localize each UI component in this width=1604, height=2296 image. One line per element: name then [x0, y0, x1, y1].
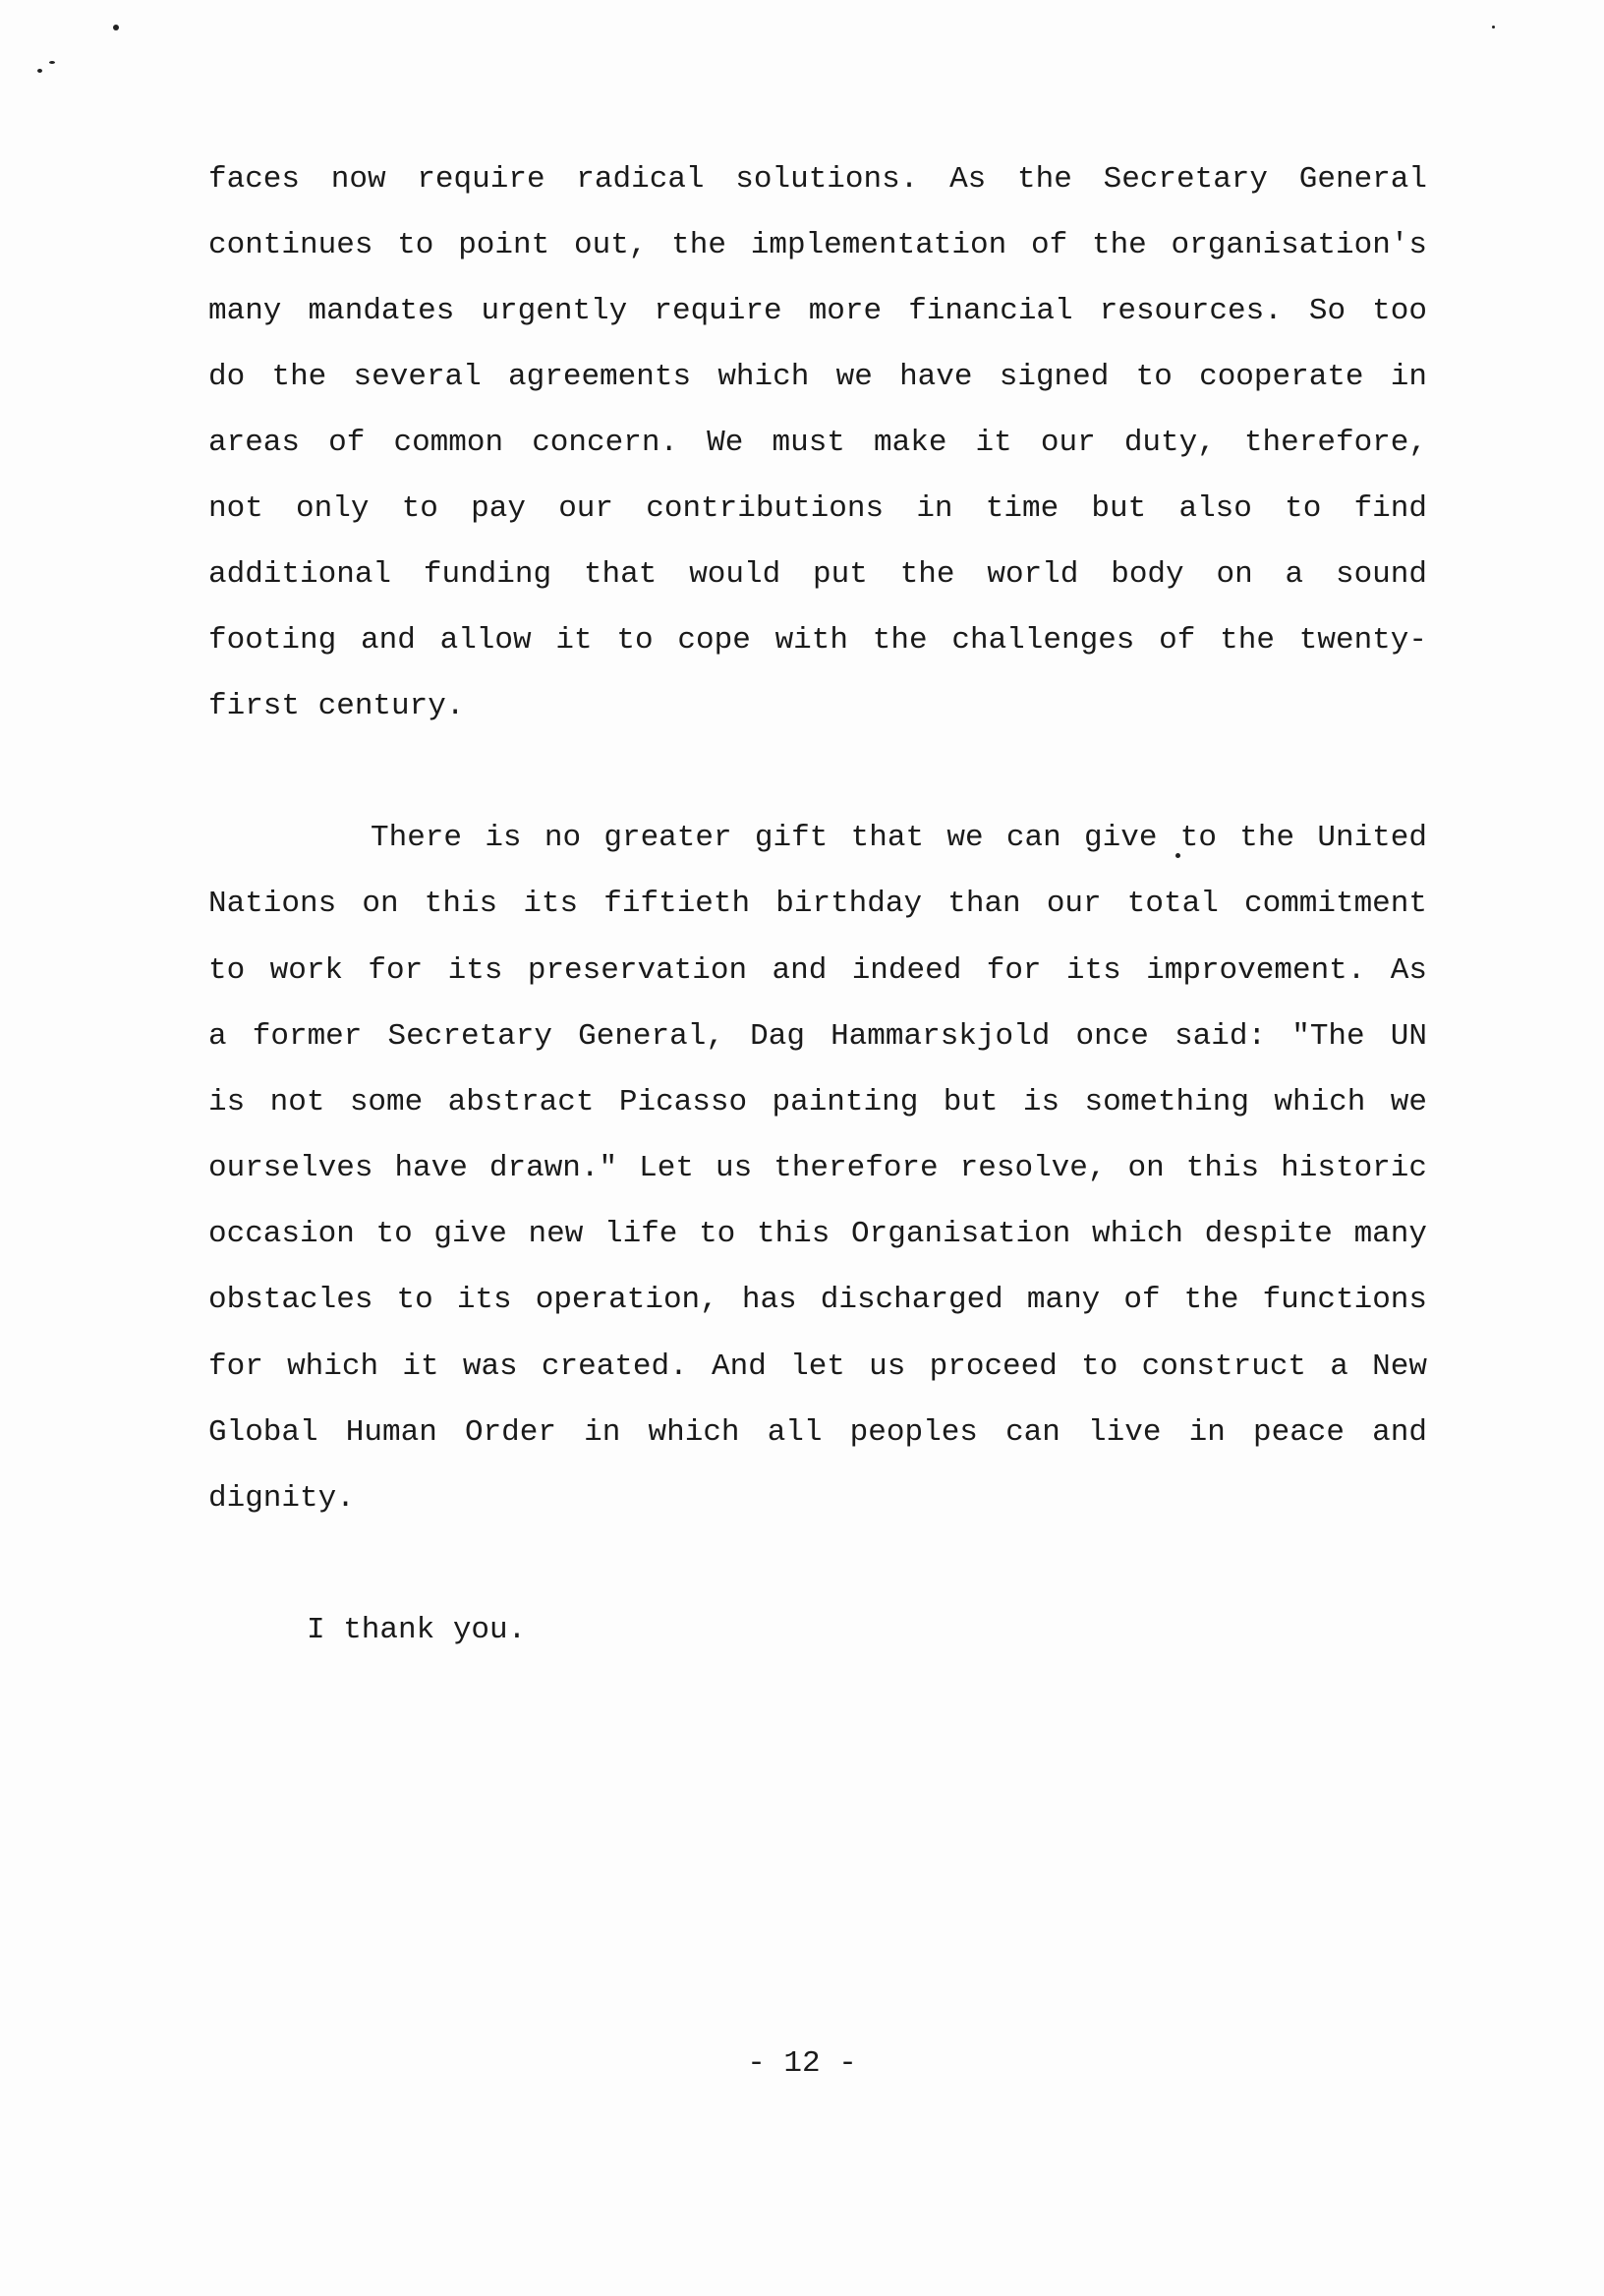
- text-line: dignity.: [208, 1481, 355, 1516]
- scan-speck: [37, 69, 42, 73]
- text-line: to work for its preservation and indeed for its improvement. As: [208, 953, 1427, 988]
- text-line: additional funding that would put the world body on a sound: [208, 557, 1427, 592]
- text-line: obstacles to its operation, has discharged many of the functions: [208, 1283, 1427, 1317]
- text-line: Global Human Order in which all peoples can live in peace and: [208, 1415, 1427, 1450]
- text-line: footing and allow it to cope with the challenges of the twenty-: [208, 623, 1427, 658]
- text-line: continues to point out, the implementation of the organisation's: [208, 228, 1427, 262]
- text-line: first century.: [208, 689, 465, 723]
- text-line: faces now require radical solutions. As the Secretary General: [208, 162, 1427, 197]
- text-line: a former Secretary General, Dag Hammarskjold once said: "The UN: [208, 1019, 1427, 1054]
- page-number: - 12 -: [747, 2046, 857, 2081]
- scan-speck: [49, 61, 55, 64]
- text-line: not only to pay our contributions in time but also to find: [208, 491, 1427, 526]
- closing-line: I thank you.: [307, 1613, 527, 1647]
- text-line: Nations on this its fiftieth birthday than our total commitment: [208, 887, 1427, 921]
- text-line: occasion to give new life to this Organisation which despite many: [208, 1217, 1427, 1251]
- scan-speck: [1492, 26, 1495, 29]
- text-line: is not some abstract Picasso painting but is something which we: [208, 1085, 1427, 1119]
- scan-speck: [113, 25, 119, 30]
- text-line: ourselves have drawn." Let us therefore resolve, on this historic: [208, 1151, 1427, 1185]
- text-line: areas of common concern. We must make it our duty, therefore,: [208, 426, 1427, 460]
- text-line: There is no greater gift that we can give to the United: [371, 821, 1427, 855]
- text-line: for which it was created. And let us proceed to construct a New: [208, 1349, 1427, 1384]
- text-line: do the several agreements which we have signed to cooperate in: [208, 360, 1427, 394]
- text-line: many mandates urgently require more financial resources. So too: [208, 294, 1427, 328]
